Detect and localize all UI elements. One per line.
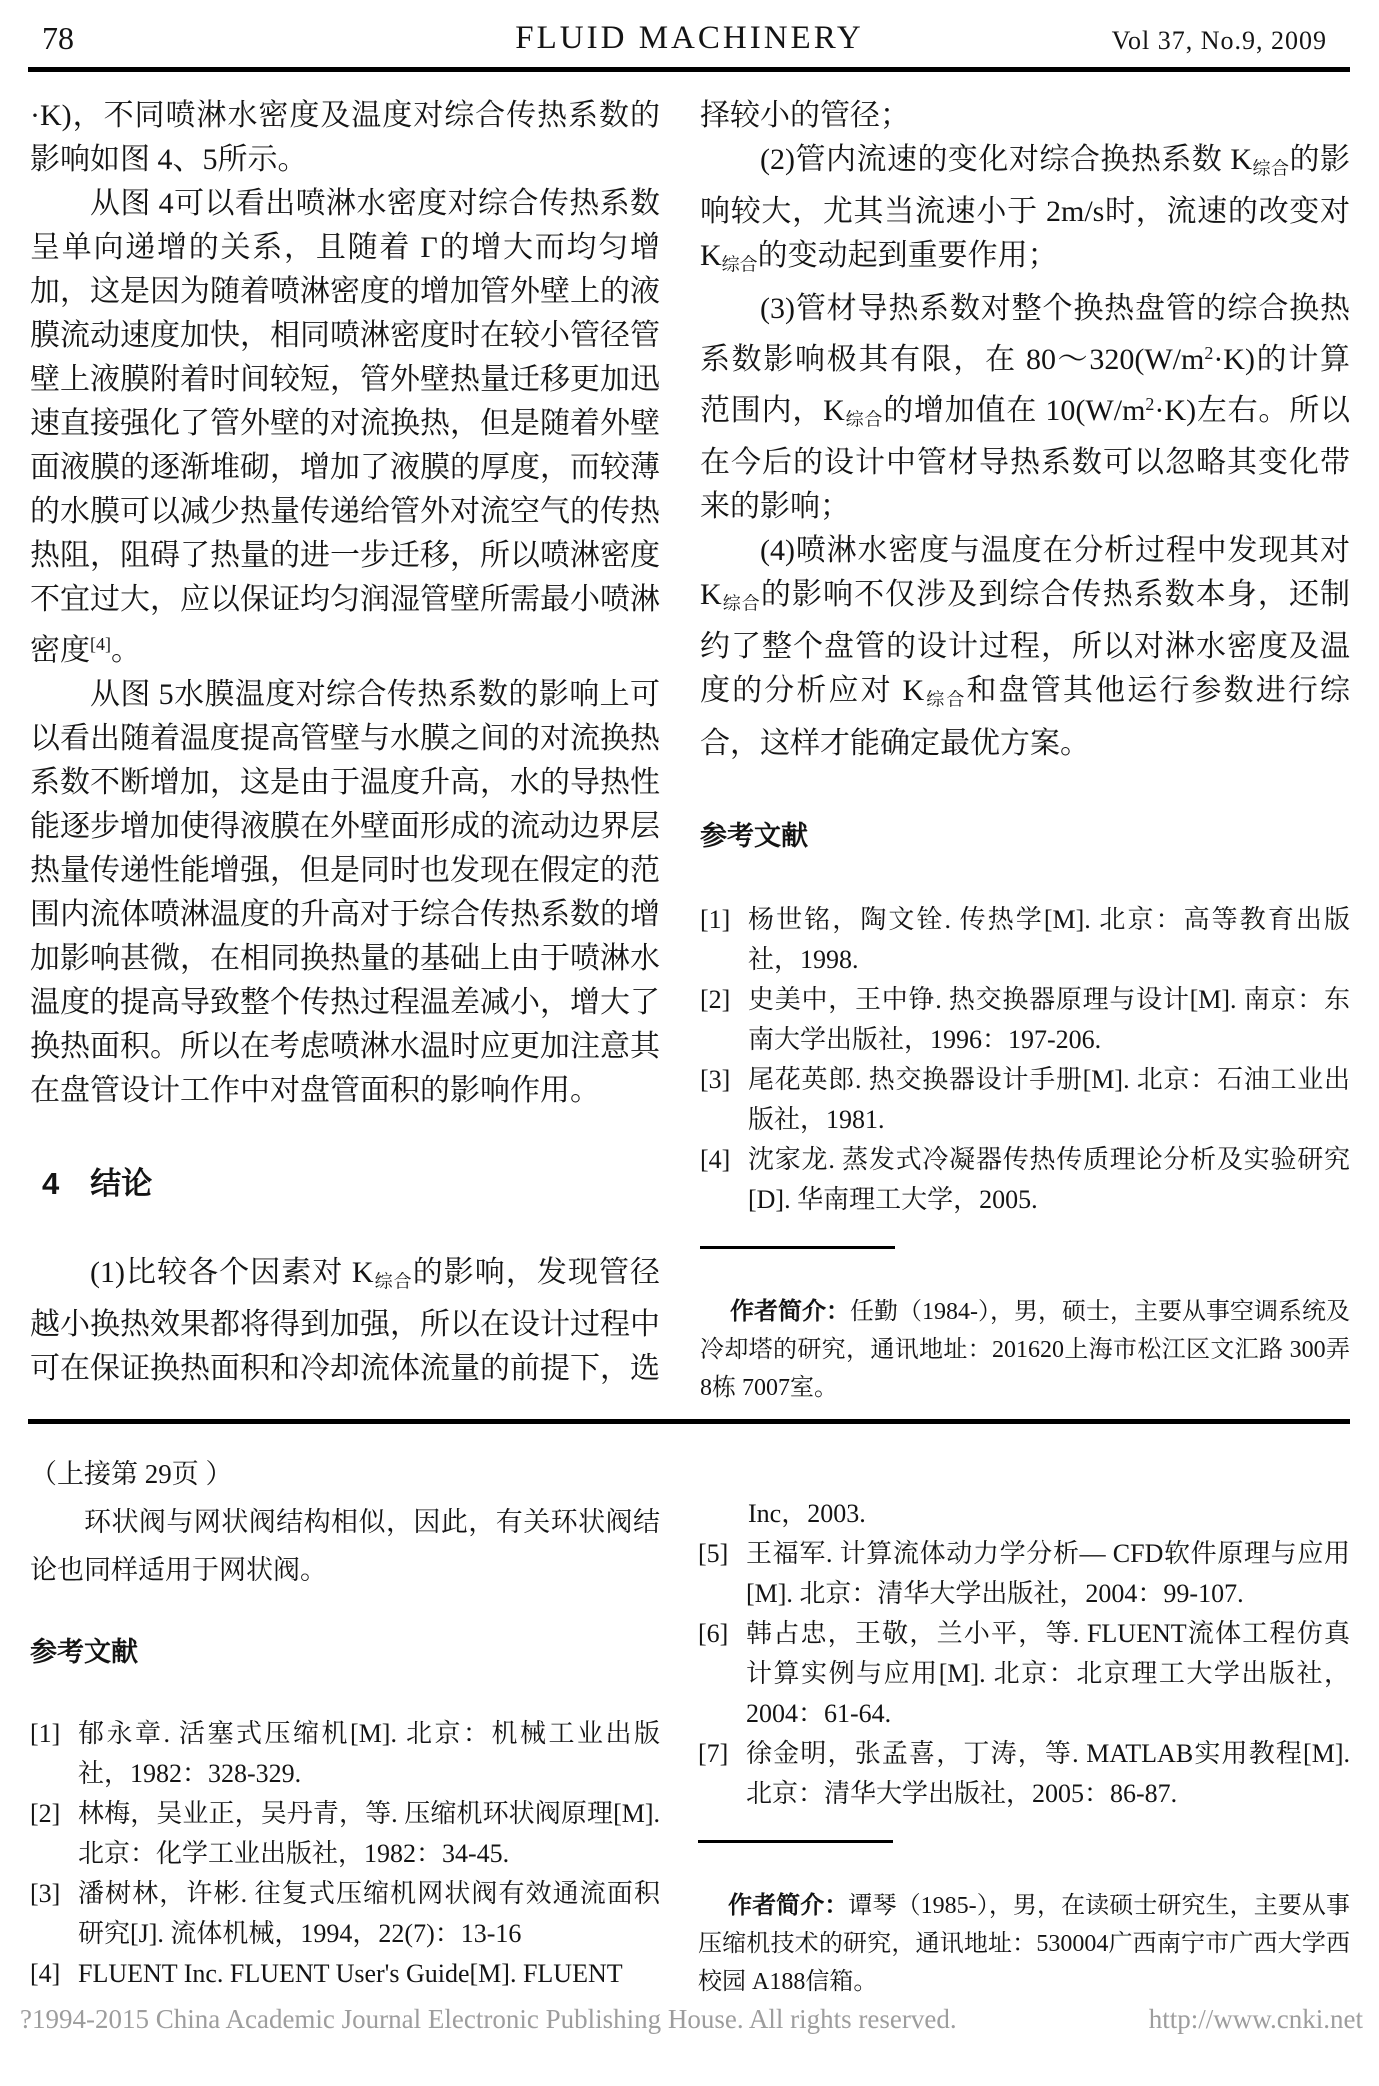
reference-number: [4] xyxy=(700,1144,731,1174)
reference-item xyxy=(30,1954,660,1994)
bio-separator-rule xyxy=(698,1840,893,1843)
reference-number: [1] xyxy=(30,1719,61,1748)
reference-number: [7] xyxy=(698,1739,729,1768)
reference-number: [6] xyxy=(698,1619,729,1648)
reference-item xyxy=(698,1614,1350,1734)
continuation-note: （上接第 29页 ） xyxy=(30,1459,233,1489)
paragraph: (1)比较各个因素对 $K_{综合}$的影响，发现管径越小换热效果都将得到加强，所以在设计过程中可在保证换热面积和冷却流体流量的前提下，选 xyxy=(30,1255,660,1386)
reference-item xyxy=(700,1140,1350,1220)
footer xyxy=(20,2004,1363,2035)
author-bio-text: 任勤（1984-），男，硕士，主要从事空调系统及冷却塔的研究，通讯地址：201620上海市松江区文汇路 300弄 8栋 7007室。 xyxy=(700,1298,1350,1401)
reference-number: [2] xyxy=(30,1799,61,1828)
author-bio-text: 谭琴（1985-），男，在读硕士研究生，主要从事压缩机技术的研究，通讯地址：530004广西南宁市广西大学西校园 A188信箱。 xyxy=(698,1893,1350,1995)
footer-url: http://www.cnki.net xyxy=(1148,2004,1363,2034)
top-right-column xyxy=(700,94,1350,1407)
reference-number: [1] xyxy=(700,904,731,934)
reference-item xyxy=(30,1874,660,1954)
paragraph: (4)喷淋水密度与温度在分析过程中发现其对 $K_{综合}$的影响不仅涉及到综合传热系数本身，还制约了整个盘管的设计过程，所以对淋水密度及温度的分析应对 $K_{综合}$和盘管其他运行参数进行综合，这样才能确定最优方案。 xyxy=(700,533,1351,760)
paragraph: 环状阀与网状阀结构相似，因此，有关环状阀结论也同样适用于网状阀。 xyxy=(30,1507,660,1585)
author-bio xyxy=(700,1293,1350,1407)
page-number: 78 xyxy=(42,20,74,56)
paragraph: 择较小的管径； xyxy=(700,99,910,132)
reference-number: [3] xyxy=(700,1064,731,1094)
paragraph: 从图 5水膜温度对综合传热系数的影响上可以看出随着温度提高管壁与水膜之间的对流换热系数不断增加，这是由于温度升高，水的导热性能逐步增加使得液膜在外壁面形成的流动边界层热量传递性能增强，但是同时也发现在假定的范围内流体喷淋温度的升高对于综合传热系数的增加影响甚微，在相同换热量的基础上由于喷淋水温度的提高导致整个传热过程温差减小，增大了换热面积。所以在考虑喷淋水温时应更加注意其在盘管设计工作中对盘管面积的影响作用。 xyxy=(30,677,660,1107)
reference-number: [4] xyxy=(30,1959,61,1988)
author-bio xyxy=(698,1887,1350,2001)
continuation-text: Inc，2003. xyxy=(748,1499,866,1528)
header-rule xyxy=(28,67,1350,72)
paragraph: (2)管内流速的变化对综合换热系数 $K_{综合}$的影响较大，尤其当流速小于 2m/s时，流速的改变对 $K_{综合}$的变动起到重要作用； xyxy=(700,143,1351,275)
bottom-right-column xyxy=(698,1438,1350,2001)
references-heading: 参考文献 xyxy=(700,820,808,851)
paragraph: (3)管材导热系数对整个换热盘管的综合换热系数影响极其有限，在 $80\sim 320(W/m^2\cdot K)$的计算范围内，$K_{综合}$的增加值在 $10(W/m^2\cdot K)$左右。所以在今后的设计中管材导热系数可以忽略其变化带来的影响； xyxy=(700,291,1351,523)
reference-number: [3] xyxy=(30,1879,61,1908)
reference-item xyxy=(698,1534,1350,1614)
reference-text: 尾花英郎. 热交换器设计手册[M]. 北京：石油工业出版社，1981. xyxy=(748,1064,1350,1134)
reference-item xyxy=(30,1794,660,1874)
reference-text: 郁永章. 活塞式压缩机[M]. 北京：机械工业出版社，1982：328-329. xyxy=(78,1719,660,1788)
reference-number: [5] xyxy=(698,1539,729,1568)
reference-item xyxy=(700,980,1350,1060)
reference-text: 史美中，王中铮. 热交换器原理与设计[M]. 南京：东南大学出版社，1996：197-206. xyxy=(748,984,1350,1054)
reference-text: 潘树林，许彬. 往复式压缩机网状阀有效通流面积研究[J]. 流体机械，1994，22(7)：13-16 xyxy=(78,1879,660,1948)
reference-item xyxy=(700,900,1350,980)
reference-text: 沈家龙. 蒸发式冷凝器传热传质理论分析及实验研究[D]. 华南理工大学，2005. xyxy=(748,1144,1350,1214)
reference-text: 徐金明，张孟喜，丁涛，等. MATLAB实用教程[M]. 北京：清华大学出版社，2005：86-87. xyxy=(746,1739,1350,1808)
reference-item xyxy=(698,1734,1350,1814)
reference-text: FLUENT Inc. FLUENT User's Guide[M]. FLUENT xyxy=(78,1959,623,1988)
author-bio-label: 作者简介： xyxy=(728,1892,849,1919)
reference-text: 杨世铭，陶文铨. 传热学[M]. 北京：高等教育出版社，1998. xyxy=(748,904,1350,974)
bio-separator-rule xyxy=(700,1246,895,1249)
reference-number: [2] xyxy=(700,984,731,1014)
section-divider-rule xyxy=(28,1419,1350,1424)
paragraph: 从图 4可以看出喷淋水密度对综合传热系数呈单向递增的关系，且随着 Γ的增大而均匀增加，这是因为随着喷淋密度的增加管外壁上的液膜流动速度加快，相同喷淋密度时在较小管径管壁上液膜附着时间较短，管外壁热量迁移更加迅速直接强化了管外壁的对流换热，但是随着外壁面液膜的逐渐堆砌，增加了液膜的厚度，而较薄的水膜可以减少热量传递给管外对流空气的传热热阻，阻碍了热量的进一步迁移，所以喷淋密度不宜过大，应以保证均匀润湿管壁所需最小喷淋密度[4]。 xyxy=(30,187,660,667)
top-left-column xyxy=(30,94,660,1391)
paragraph: ·K)，不同喷淋水密度及温度对综合传热系数的影响如图 4、5所示。 xyxy=(30,99,660,176)
reference-text: 林梅，吴业正，吴丹青，等. 压缩机环状阀原理[M]. 北京：化学工业出版社，1982：34-45. xyxy=(78,1799,660,1868)
reference-text: 韩占忠，王敬，兰小平，等. FLUENT流体工程仿真计算实例与应用[M]. 北京：北京理工大学出版社，2004：61-64. xyxy=(746,1619,1350,1728)
journal-title: FLUID MACHINERY xyxy=(515,20,864,56)
reference-item xyxy=(30,1714,660,1794)
section-heading-conclusion: 4 结论 xyxy=(42,1165,153,1201)
footer-copyright: ?1994-2015 China Academic Journal Electronic Publishing House. All rights reserved. xyxy=(20,2004,957,2034)
author-bio-label: 作者简介： xyxy=(730,1297,850,1325)
bottom-left-column xyxy=(30,1438,660,1994)
reference-text: 王福军. 计算流体动力学分析— CFD软件原理与应用[M]. 北京：清华大学出版社，2004：99-107. xyxy=(746,1539,1350,1608)
reference-item xyxy=(700,1060,1350,1140)
references-heading: 参考文献 xyxy=(30,1637,138,1667)
issue-info: Vol 37, No.9, 2009 xyxy=(1111,26,1327,55)
